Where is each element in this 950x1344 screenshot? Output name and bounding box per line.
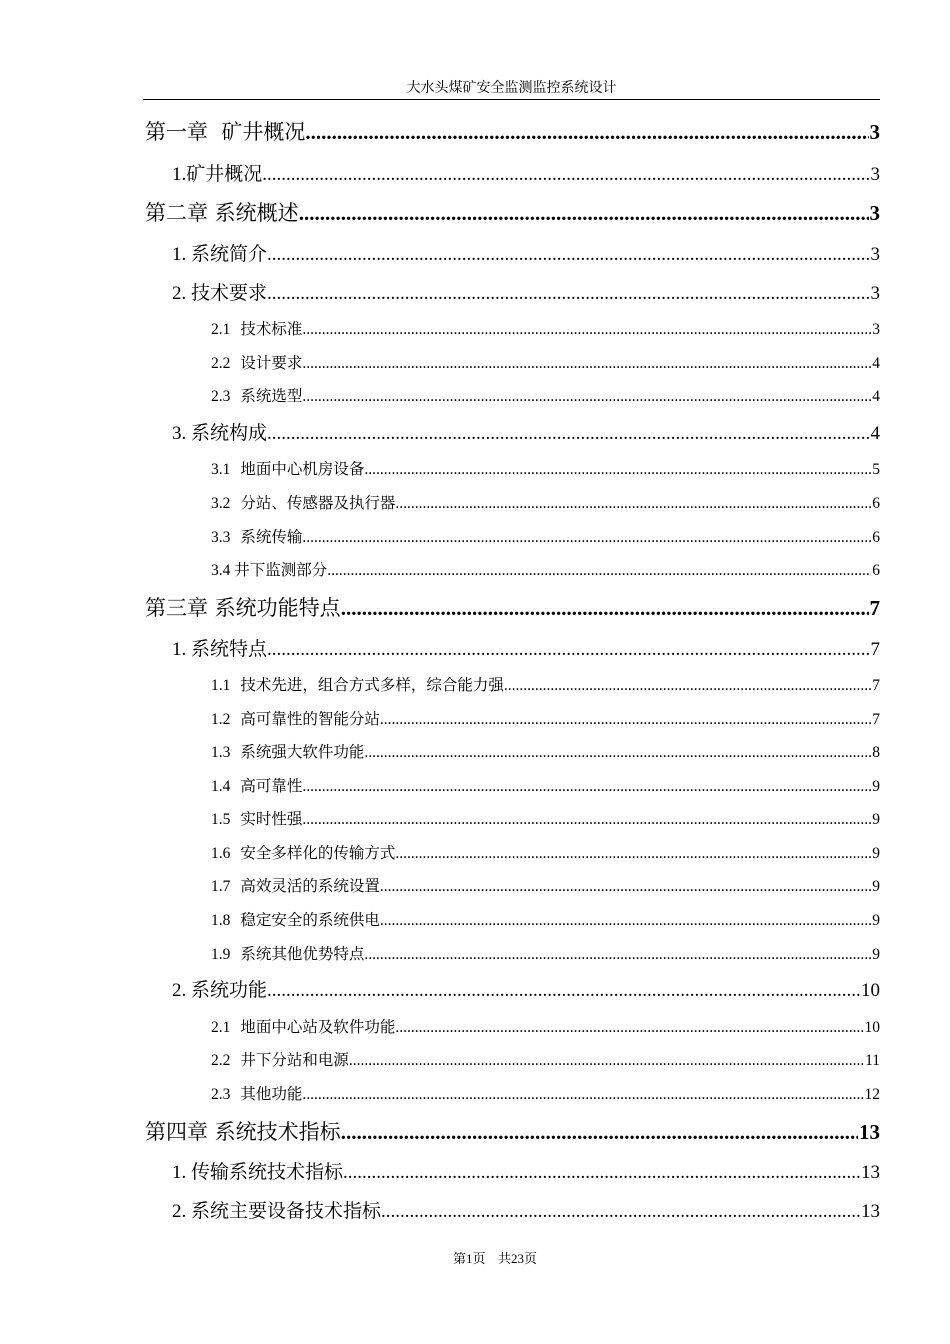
toc-entry-page: 6 bbox=[872, 495, 880, 512]
toc-entry-title: 传输系统技术指标 bbox=[191, 1161, 344, 1183]
dot-leader bbox=[395, 495, 871, 513]
toc-entry-title: 高可靠性的智能分站 bbox=[240, 710, 380, 728]
toc-section[interactable] bbox=[172, 1157, 880, 1184]
toc-entry-number: 3.4 bbox=[211, 562, 235, 579]
toc-section[interactable] bbox=[172, 418, 880, 445]
dot-leader bbox=[302, 321, 871, 339]
toc-entry-number: 第四章 bbox=[145, 1120, 208, 1144]
toc-entry-page: 4 bbox=[872, 355, 880, 372]
toc-entry-number: 1.3 bbox=[211, 744, 231, 761]
toc-chapter-3[interactable] bbox=[145, 592, 880, 622]
toc-entry-title: 系统特点 bbox=[191, 638, 268, 660]
toc-entry-page: 4 bbox=[870, 423, 880, 444]
header-divider bbox=[143, 99, 880, 100]
toc-entry-title: 设计要求 bbox=[240, 354, 303, 372]
toc-entry-page: 3 bbox=[869, 120, 880, 144]
toc-section[interactable] bbox=[172, 278, 880, 305]
toc-entry-title: 矿井概况 bbox=[208, 120, 306, 144]
toc-entry-title: 系统其他优势特点 bbox=[240, 945, 365, 963]
toc-entry-page: 5 bbox=[872, 461, 880, 478]
toc-section[interactable] bbox=[172, 1196, 880, 1223]
toc-section[interactable] bbox=[172, 159, 880, 186]
toc-entry-title: 地面中心站及软件功能 bbox=[240, 1018, 396, 1036]
toc-entry-number: 3.1 bbox=[211, 461, 231, 478]
toc-entry-title: 分站、传感器及执行器 bbox=[240, 494, 396, 512]
dot-leader bbox=[305, 120, 868, 145]
dot-leader bbox=[327, 562, 871, 580]
toc-entry-number: 3. bbox=[172, 423, 191, 444]
toc-entry-number: 2.2 bbox=[211, 1052, 231, 1069]
dot-leader bbox=[302, 1086, 863, 1104]
toc-entry-title: 井下分站和电源 bbox=[240, 1051, 349, 1069]
toc-entry-page: 10 bbox=[864, 1019, 880, 1036]
toc-subsection[interactable] bbox=[211, 774, 880, 796]
toc-subsection[interactable] bbox=[211, 1082, 880, 1104]
dot-leader bbox=[364, 744, 871, 762]
dot-leader bbox=[267, 244, 869, 266]
dot-leader bbox=[267, 980, 860, 1002]
toc-entry-title: 系统传输 bbox=[240, 528, 303, 546]
toc-entry-number: 第二章 bbox=[145, 201, 208, 225]
toc-entry-title: 地面中心机房设备 bbox=[240, 460, 365, 478]
dot-leader bbox=[302, 778, 871, 796]
toc-chapter-2[interactable] bbox=[145, 197, 880, 227]
page-footer bbox=[0, 1248, 950, 1267]
footer-suffix: 页 bbox=[523, 1252, 537, 1267]
document-header: 大水头煤矿安全监测监控系统设计 bbox=[406, 80, 617, 96]
toc-entry-page: 7 bbox=[872, 711, 880, 728]
toc-entry-page: 9 bbox=[872, 778, 880, 795]
toc-entry-page: 6 bbox=[872, 562, 880, 579]
toc-subsection[interactable] bbox=[211, 1048, 880, 1070]
dot-leader bbox=[380, 878, 871, 896]
footer-total-pages: 23 bbox=[510, 1251, 524, 1266]
toc-entry-number: 2.1 bbox=[211, 321, 231, 338]
toc-subsection[interactable] bbox=[211, 525, 880, 547]
toc-entry-page: 9 bbox=[872, 845, 880, 862]
toc-entry-title: 技术先进，组合方式多样，综合能力强 bbox=[240, 676, 504, 694]
dot-leader bbox=[299, 201, 869, 226]
dot-leader bbox=[267, 283, 869, 305]
toc-entry-number: 2.3 bbox=[211, 388, 231, 405]
toc-entry-title: 系统主要设备技术指标 bbox=[191, 1200, 382, 1222]
dot-leader bbox=[364, 461, 871, 479]
toc-entry-number: 3.3 bbox=[211, 529, 231, 546]
toc-entry-page: 3 bbox=[870, 283, 880, 304]
dot-leader bbox=[395, 845, 871, 863]
toc-section[interactable] bbox=[172, 239, 880, 266]
toc-subsection[interactable] bbox=[211, 673, 880, 695]
toc-entry-page: 9 bbox=[872, 878, 880, 895]
toc-entry-number: 1.6 bbox=[211, 845, 231, 862]
toc-entry-number: 1. bbox=[172, 1162, 191, 1183]
toc-entry-title: 高可靠性 bbox=[240, 777, 303, 795]
toc-entry-page: 3 bbox=[872, 321, 880, 338]
toc-subsection[interactable] bbox=[211, 491, 880, 513]
toc-entry-page: 11 bbox=[865, 1052, 880, 1069]
toc-entry-title: 系统功能特点 bbox=[208, 596, 341, 620]
toc-entry-page: 7 bbox=[872, 677, 880, 694]
toc-subsection[interactable] bbox=[211, 807, 880, 829]
toc-subsection[interactable] bbox=[211, 707, 880, 729]
dot-leader bbox=[380, 912, 871, 930]
toc-entry-number: 3.2 bbox=[211, 495, 231, 512]
toc-entry-page: 10 bbox=[861, 980, 880, 1001]
toc-entry-page: 13 bbox=[859, 1120, 880, 1144]
footer-mid: 页 共 bbox=[472, 1252, 511, 1267]
toc-entry-number: 1.8 bbox=[211, 912, 231, 929]
toc-entry-title: 实时性强 bbox=[240, 810, 303, 828]
toc-entry-number: 1. bbox=[172, 639, 191, 660]
toc-entry-page: 12 bbox=[864, 1086, 880, 1103]
toc-section[interactable] bbox=[172, 634, 880, 661]
dot-leader bbox=[302, 388, 871, 406]
dot-leader bbox=[349, 1052, 864, 1070]
toc-entry-number: 1.5 bbox=[211, 811, 231, 828]
dot-leader bbox=[302, 355, 871, 373]
toc-entry-title: 系统强大软件功能 bbox=[240, 743, 365, 761]
toc-entry-title: 技术要求 bbox=[191, 282, 268, 304]
toc-entry-page: 3 bbox=[870, 164, 880, 185]
toc-entry-title: 安全多样化的传输方式 bbox=[240, 844, 396, 862]
toc-entry-page: 8 bbox=[872, 744, 880, 761]
toc-entry-page: 4 bbox=[872, 388, 880, 405]
dot-leader bbox=[302, 811, 871, 829]
toc-subsection[interactable] bbox=[211, 384, 880, 406]
toc-subsection[interactable] bbox=[211, 942, 880, 964]
dot-leader bbox=[341, 1120, 858, 1145]
dot-leader bbox=[343, 1162, 860, 1184]
toc-subsection[interactable] bbox=[211, 351, 880, 373]
toc-entry-page: 13 bbox=[861, 1201, 880, 1222]
toc-entry-number: 2. bbox=[172, 1201, 191, 1222]
toc-entry-number: 2. bbox=[172, 283, 191, 304]
toc-entry-title: 技术标准 bbox=[240, 320, 303, 338]
dot-leader bbox=[341, 596, 869, 621]
toc-entry-number: 1.4 bbox=[211, 778, 231, 795]
toc-entry-page: 9 bbox=[872, 946, 880, 963]
toc-entry-title: 系统构成 bbox=[191, 422, 268, 444]
toc-subsection[interactable] bbox=[211, 317, 880, 339]
toc-subsection[interactable] bbox=[211, 558, 880, 580]
toc-entry-page: 9 bbox=[872, 811, 880, 828]
toc-subsection[interactable] bbox=[211, 740, 880, 762]
toc-entry-number: 2.3 bbox=[211, 1086, 231, 1103]
footer-prefix: 第 bbox=[453, 1252, 467, 1267]
toc-chapter-1[interactable] bbox=[145, 116, 880, 146]
dot-leader bbox=[395, 1019, 863, 1037]
toc-entry-page: 7 bbox=[869, 596, 880, 620]
dot-leader bbox=[364, 946, 871, 964]
dot-leader bbox=[381, 1201, 860, 1223]
toc-entry-page: 6 bbox=[872, 529, 880, 546]
toc-entry-page: 7 bbox=[870, 639, 880, 660]
toc-entry-number: 2.1 bbox=[211, 1019, 231, 1036]
toc-subsection[interactable] bbox=[211, 1015, 880, 1037]
toc-entry-number: 1. bbox=[172, 244, 191, 265]
toc-entry-page: 3 bbox=[869, 201, 880, 225]
toc-entry-title: 稳定安全的系统供电 bbox=[240, 911, 380, 929]
toc-entry-title: 其他功能 bbox=[240, 1085, 303, 1103]
toc-entry-title: 高效灵活的系统设置 bbox=[240, 877, 380, 895]
dot-leader bbox=[380, 711, 871, 729]
dot-leader bbox=[267, 639, 869, 661]
toc-chapter-4[interactable] bbox=[145, 1116, 880, 1146]
toc-entry-title: 系统概述 bbox=[208, 201, 299, 225]
toc-entry-title: 系统技术指标 bbox=[208, 1120, 341, 1144]
toc-entry-title: 系统选型 bbox=[240, 387, 303, 405]
toc-section[interactable] bbox=[172, 975, 880, 1002]
toc-entry-number: 1. bbox=[172, 164, 187, 185]
toc-entry-number: 第三章 bbox=[145, 596, 208, 620]
toc-subsection[interactable] bbox=[211, 457, 880, 479]
toc-entry-number: 2. bbox=[172, 980, 191, 1001]
toc-entry-title: 系统简介 bbox=[191, 243, 268, 265]
dot-leader bbox=[262, 164, 869, 186]
toc-subsection[interactable] bbox=[211, 874, 880, 896]
toc-entry-page: 13 bbox=[861, 1162, 880, 1183]
dot-leader bbox=[267, 423, 869, 445]
toc-entry-number: 1.2 bbox=[211, 711, 231, 728]
toc-entry-title: 系统功能 bbox=[191, 979, 268, 1001]
toc-entry-number: 第一章 bbox=[145, 120, 208, 144]
toc-entry-number: 1.7 bbox=[211, 878, 231, 895]
dot-leader bbox=[302, 529, 871, 547]
toc-entry-page: 9 bbox=[872, 912, 880, 929]
toc-subsection[interactable] bbox=[211, 908, 880, 930]
toc-entry-title: 矿井概况 bbox=[186, 163, 263, 185]
footer-current-page: 1 bbox=[466, 1251, 473, 1266]
dot-leader bbox=[504, 677, 871, 695]
toc-subsection[interactable] bbox=[211, 841, 880, 863]
toc-entry-number: 2.2 bbox=[211, 355, 231, 372]
toc-entry-page: 3 bbox=[870, 244, 880, 265]
toc-entry-title: 井下监测部分 bbox=[234, 561, 328, 579]
toc-entry-number: 1.9 bbox=[211, 946, 231, 963]
toc-entry-number: 1.1 bbox=[211, 677, 231, 694]
